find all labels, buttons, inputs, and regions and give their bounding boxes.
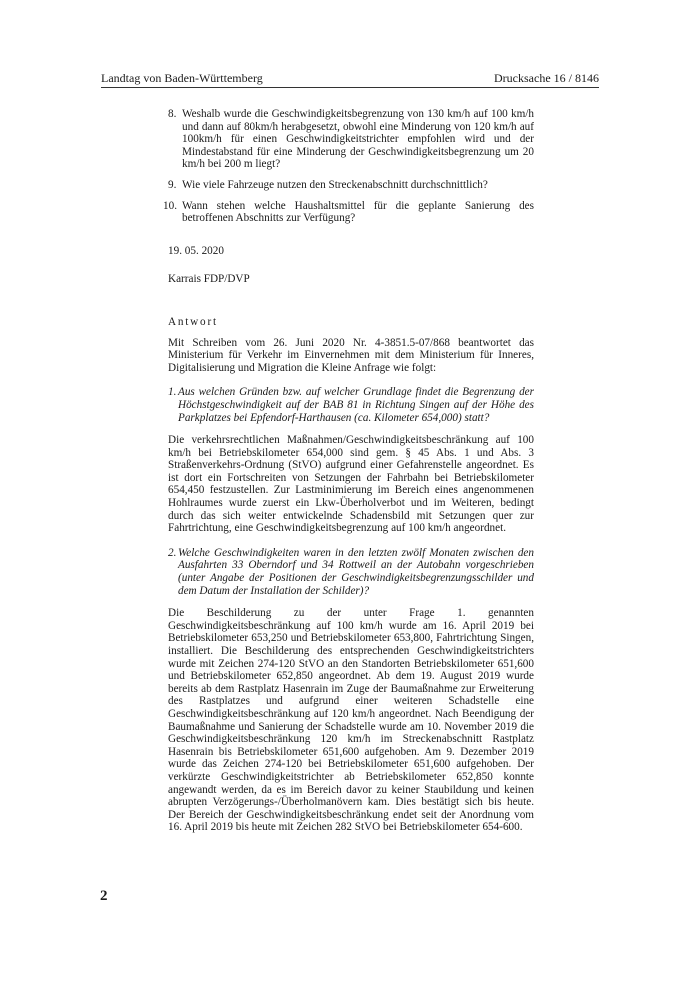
answer-question xyxy=(168,547,534,597)
document-author: Karrais FDP/DVP xyxy=(168,273,250,286)
answer-question-number: 1. xyxy=(168,386,177,399)
question-item xyxy=(168,108,534,171)
question-number: 9. xyxy=(168,178,177,191)
answer-question-text: Aus welchen Gründen bzw. auf welcher Grundlage findet die Begrenzung der Höchstgeschwindigkeit auf der BAB 81 in Richtung Singen auf der Höhe des Parkplatzes bei Epfendorf-Harthausen (ca. Kilometer 654,000) statt? xyxy=(178,386,534,424)
question-text: Wann stehen welche Haushaltsmittel für die geplante Sanierung des betroffenen Abschnitts zur Verfügung? xyxy=(182,199,534,225)
question-number: 8. xyxy=(168,108,177,120)
header-document-number: Drucksache 16 / 8146 xyxy=(494,71,599,85)
answer-question-number: 2. xyxy=(168,546,177,559)
answer-paragraph: Die verkehrsrechtlichen Maßnahmen/Geschwindigkeitsbeschränkung auf 100 km/h bei Betriebskilometer 654,000 sind gem. § 45 Abs. 1 und Abs. 3 Straßenverkehrs-Ordnung (StVO) aufgrund einer Gefahrenstelle angeordnet. Es ist dort ein Fortschreiten von Setzungen der Fahrbahn bei Betriebskilometer 654,450 festzustellen. Zur Lastminimierung im Bereich eines angenommenen Hohlraumes wurde zuerst ein Lkw-Überholverbot und im Weiteren, bedingt durch das sich weiter entwickelnde Schadensbild mit Setzungen quer zur Fahrtrichtung, eine Geschwindigkeitsbegrenzung auf 100 km/h angeordnet. xyxy=(168,434,534,535)
question-number: 10. xyxy=(163,199,177,212)
document-date: 19. 05. 2020 xyxy=(168,244,224,257)
header-parliament-name: Landtag von Baden-Württemberg xyxy=(101,71,263,85)
answer-intro: Mit Schreiben vom 26. Juni 2020 Nr. 4-3851.5-07/868 beantwortet das Ministerium für Verkehr im Einvernehmen mit dem Ministerium für Inneres, Digitalisierung und Migration die Kleine Anfrage wie folgt: xyxy=(168,336,534,374)
question-item xyxy=(163,199,534,225)
document-body xyxy=(163,108,534,834)
question-text: Weshalb wurde die Geschwindigkeitsbegrenzung von 130 km/h auf 100 km/h und dann auf 80km/h herabgesetzt, obwohl eine Minderung von 120 km/h auf 100km/h für einen Geschwindigkeitstrichter empfohlen wird und der Mindestabstand für eine Minderung der Geschwindigkeitsbegrenzung um 20 km/h bei 200 m liegt? xyxy=(182,108,534,171)
answer-heading: Antwort xyxy=(168,315,218,328)
question-list xyxy=(163,108,534,225)
question-item xyxy=(168,179,534,192)
page-header xyxy=(101,69,599,88)
answer-question xyxy=(168,386,534,424)
answer-question-text: Welche Geschwindigkeiten waren in den letzten zwölf Monaten zwischen den Ausfahrten 33 Oberndorf und 34 Rottweil an der Autobahn vorgeschrieben (unter Angabe der Positionen der Geschwindigkeitsbegrenzungsschilder und dem Datum der Installation der Schilder)? xyxy=(178,546,534,597)
question-text: Wie viele Fahrzeuge nutzen den Streckenabschnitt durchschnittlich? xyxy=(182,178,488,191)
page-number: 2 xyxy=(100,888,108,904)
answer-paragraph: Die Beschilderung zu der unter Frage 1. genannten Geschwindigkeitsbeschränkung auf 100 km/h wurde am 16. April 2019 bei Betriebskilometer 653,250 und Betriebskilometer 653,800, Fahrtrichtung Singen, installiert. Die Beschilderung des entsprechenden Geschwindigkeitstrichters wurde mit Zeichen 274-120 StVO an den Standorten Betriebskilometer 651,600 und Betriebskilometer 652,850 angeordnet. Ab dem 19. August 2019 wurde bereits ab dem Rastplatz Hasenrain im Zuge der Baumaßnahme zur Erweiterung des Rastplatzes und aufgrund einer weiteren Schadstelle eine Geschwindigkeitsbeschränkung auf 120 km/h angeordnet. Nach Beendigung der Baumaßnahme und Sanierung der Schadstelle wurde am 10. November 2019 die Geschwindigkeitsbeschränkung 120 km/h im Streckenabschnitt Rastplatz Hasenrain bis Betriebskilometer 651,600 aufgehoben. Am 9. Dezember 2019 wurde das Zeichen 274-120 bei Betriebskilometer 651,600 aufgehoben. Der verkürzte Geschwindigkeitstrichter ab Betriebskilometer 652,850 konnte angewandt werden, da es im Bereich davor zu keiner Staubildung und keinen abrupten Verzögerungs-/Überholmanövern kam. Dies bestätigt sich bis heute. Der Bereich der Geschwindigkeitsbeschränkung endet seit der Anordnung vom 16. April 2019 bis heute mit Zeichen 282 StVO bei Betriebskilometer 654-600. xyxy=(168,607,534,834)
